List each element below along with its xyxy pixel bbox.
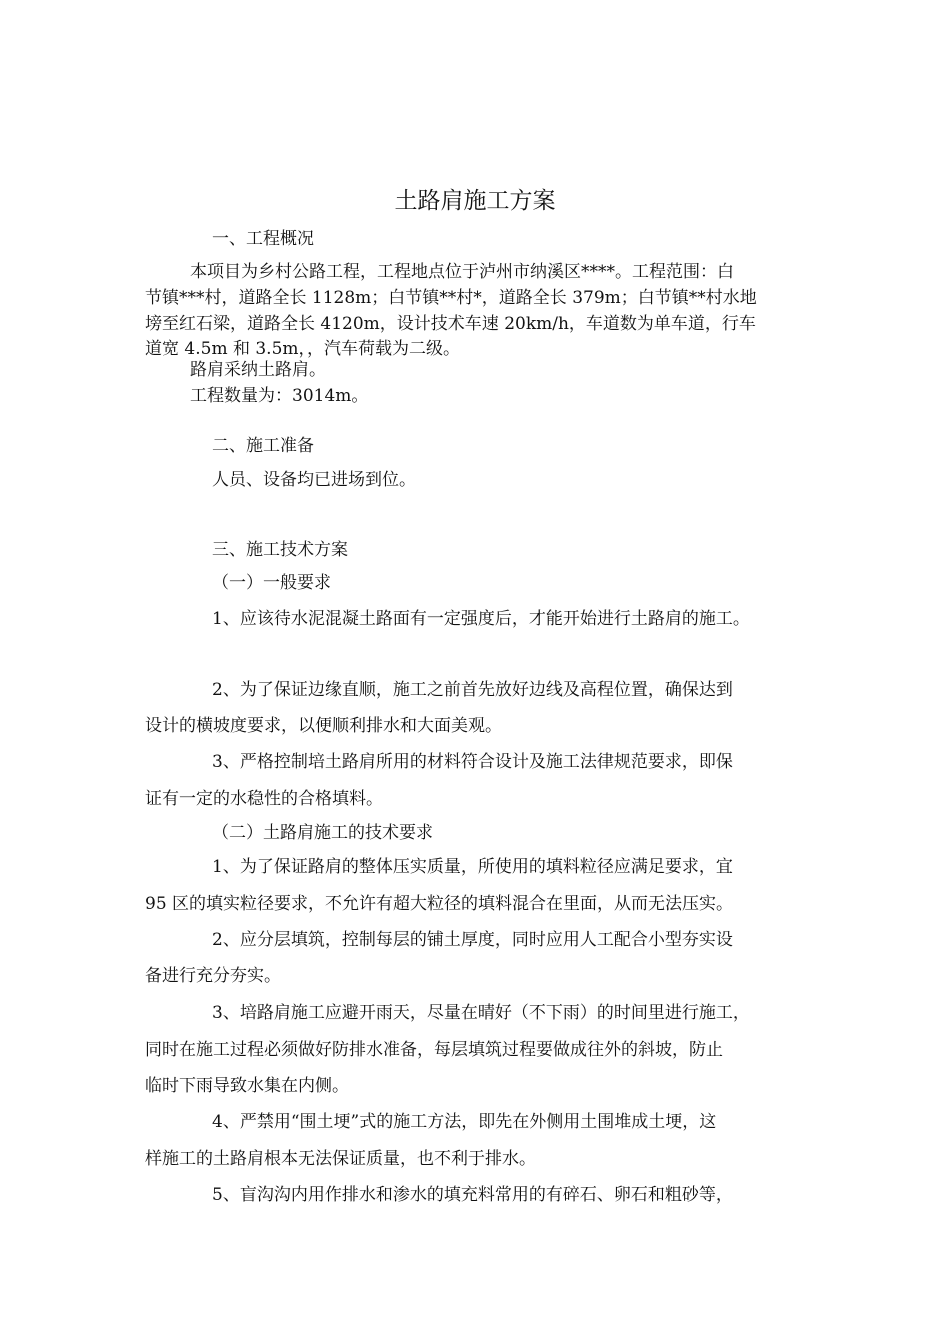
paragraph-line: 2、应分层填筑，控制每层的铺土厚度，同时应用人工配合小型夯实设 xyxy=(212,930,733,950)
section-heading: 一、工程概况 xyxy=(212,229,314,249)
paragraph-line: 样施工的土路肩根本无法保证质量，也不利于排水。 xyxy=(145,1149,536,1169)
paragraph-line: 备进行充分夯实。 xyxy=(145,966,281,986)
section-heading: 二、施工准备 xyxy=(212,436,314,456)
section-heading: 三、施工技术方案 xyxy=(212,540,348,560)
subsection-heading: （二）土路肩施工的技术要求 xyxy=(212,823,433,843)
paragraph-line: 道宽 4.5m 和 3.5m，，汽车荷载为二级。 xyxy=(145,339,461,359)
paragraph-line: 人员、设备均已进场到位。 xyxy=(212,470,416,490)
paragraph-line: 本项目为乡村公路工程，工程地点位于泸州市纳溪区****。工程范围：白 xyxy=(190,262,734,282)
paragraph-line: 节镇***村，道路全长 1128m；白节镇**村*，道路全长 379m；白节镇**村水地 xyxy=(145,288,757,308)
paragraph-line: 工程数量为：3014m。 xyxy=(190,386,369,406)
paragraph-line: 塝至红石梁，道路全长 4120m，设计技术车速 20km/h，车道数为单车道，行车 xyxy=(145,314,756,334)
subsection-heading: （一）一般要求 xyxy=(212,573,331,593)
paragraph-line: 1、应该待水泥混凝土路面有一定强度后，才能开始进行土路肩的施工。 xyxy=(212,609,750,629)
paragraph-line: 4、严禁用“围土埂”式的施工方法，即先在外侧用土围堆成土埂，这 xyxy=(212,1112,717,1132)
paragraph-line: 同时在施工过程必须做好防排水准备，每层填筑过程要做成往外的斜坡，防止 xyxy=(145,1040,723,1060)
paragraph-line: 路肩采纳土路肩。 xyxy=(190,360,326,380)
paragraph-line: 2、为了保证边缘直顺，施工之前首先放好边线及高程位置，确保达到 xyxy=(212,680,733,700)
paragraph-line: 95 区的填实粒径要求，不允许有超大粒径的填料混合在里面，从而无法压实。 xyxy=(145,894,734,914)
paragraph-line: 5、盲沟沟内用作排水和渗水的填充料常用的有碎石、卵石和粗砂等， xyxy=(212,1185,733,1205)
paragraph-line: 3、培路肩施工应避开雨天，尽量在晴好（不下雨）的时间里进行施工， xyxy=(212,1003,750,1023)
paragraph-line: 临时下雨导致水集在内侧。 xyxy=(145,1076,349,1096)
paragraph-line: 设计的横坡度要求，以便顺利排水和大面美观。 xyxy=(145,716,502,736)
paragraph-line: 3、严格控制培土路肩所用的材料符合设计及施工法律规范要求，即保 xyxy=(212,752,733,772)
paragraph-line: 1、为了保证路肩的整体压实质量，所使用的填料粒径应满足要求，宜 xyxy=(212,857,733,877)
paragraph-line: 证有一定的水稳性的合格填料。 xyxy=(145,789,383,809)
document-title: 土路肩施工方案 xyxy=(394,188,556,214)
